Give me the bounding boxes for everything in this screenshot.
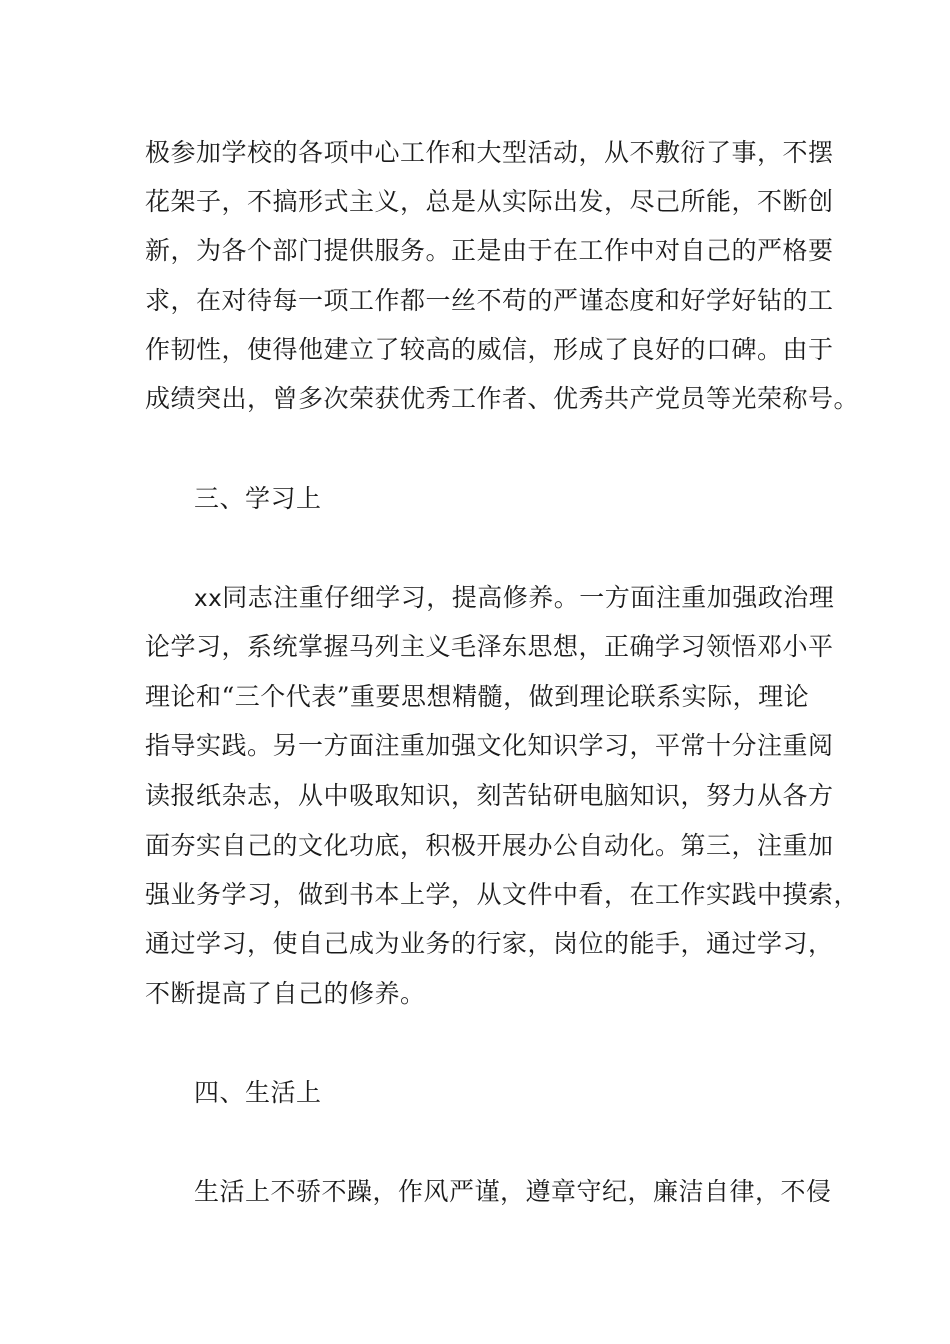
name-placeholder: xx [194, 586, 223, 612]
paragraph-3-line-1: 生活上不骄不躁，作风严谨，遵章守纪，廉洁自律，不侵 [194, 1177, 832, 1206]
paragraph-1-line-4: 求，在对待每一项工作都一丝不苟的严谨态度和好学好钻的工 [145, 286, 834, 315]
paragraph-1-line-3: 新，为各个部门提供服务。正是由于在工作中对自己的严格要 [145, 236, 834, 265]
paragraph-2-line-3: 理论和“三个代表”重要思想精髓，做到理论联系实际，理论 [145, 682, 810, 711]
paragraph-2-line-9: 不断提高了自己的修养。 [145, 979, 426, 1008]
paragraph-1-line-2: 花架子，不搞形式主义，总是从实际出发，尽己所能，不断创 [145, 187, 834, 216]
section-heading-study: 三、学习上 [194, 484, 322, 513]
paragraph-2-line-1 [194, 583, 834, 614]
paragraph-2-line-7: 强业务学习，做到书本上学，从文件中看，在工作实践中摸索， [145, 880, 860, 909]
paragraph-1-line-1: 极参加学校的各项中心工作和大型活动，从不敷衍了事，不摆 [145, 138, 834, 167]
paragraph-1-line-6: 成绩突出，曾多次荣获优秀工作者、优秀共产党员等光荣称号。 [145, 384, 860, 413]
paragraph-2-line-5: 读报纸杂志，从中吸取知识，刻苦钻研电脑知识，努力从各方 [145, 781, 834, 810]
paragraph-1-line-5: 作韧性，使得他建立了较高的威信，形成了良好的口碑。由于 [145, 335, 834, 364]
paragraph-2-line-8: 通过学习，使自己成为业务的行家，岗位的能手，通过学习， [145, 929, 834, 958]
paragraph-2-line-2: 论学习，系统掌握马列主义毛泽东思想，正确学习领悟邓小平 [145, 632, 834, 661]
paragraph-2-line-4: 指导实践。另一方面注重加强文化知识学习，平常十分注重阅 [145, 731, 834, 760]
paragraph-2-line-6: 面夯实自己的文化功底，积极开展办公自动化。第三，注重加 [145, 831, 834, 860]
section-heading-life: 四、生活上 [194, 1078, 322, 1107]
paragraph-2-line-1-text: 同志注重仔细学习，提高修养。一方面注重加强政治理 [222, 583, 835, 612]
